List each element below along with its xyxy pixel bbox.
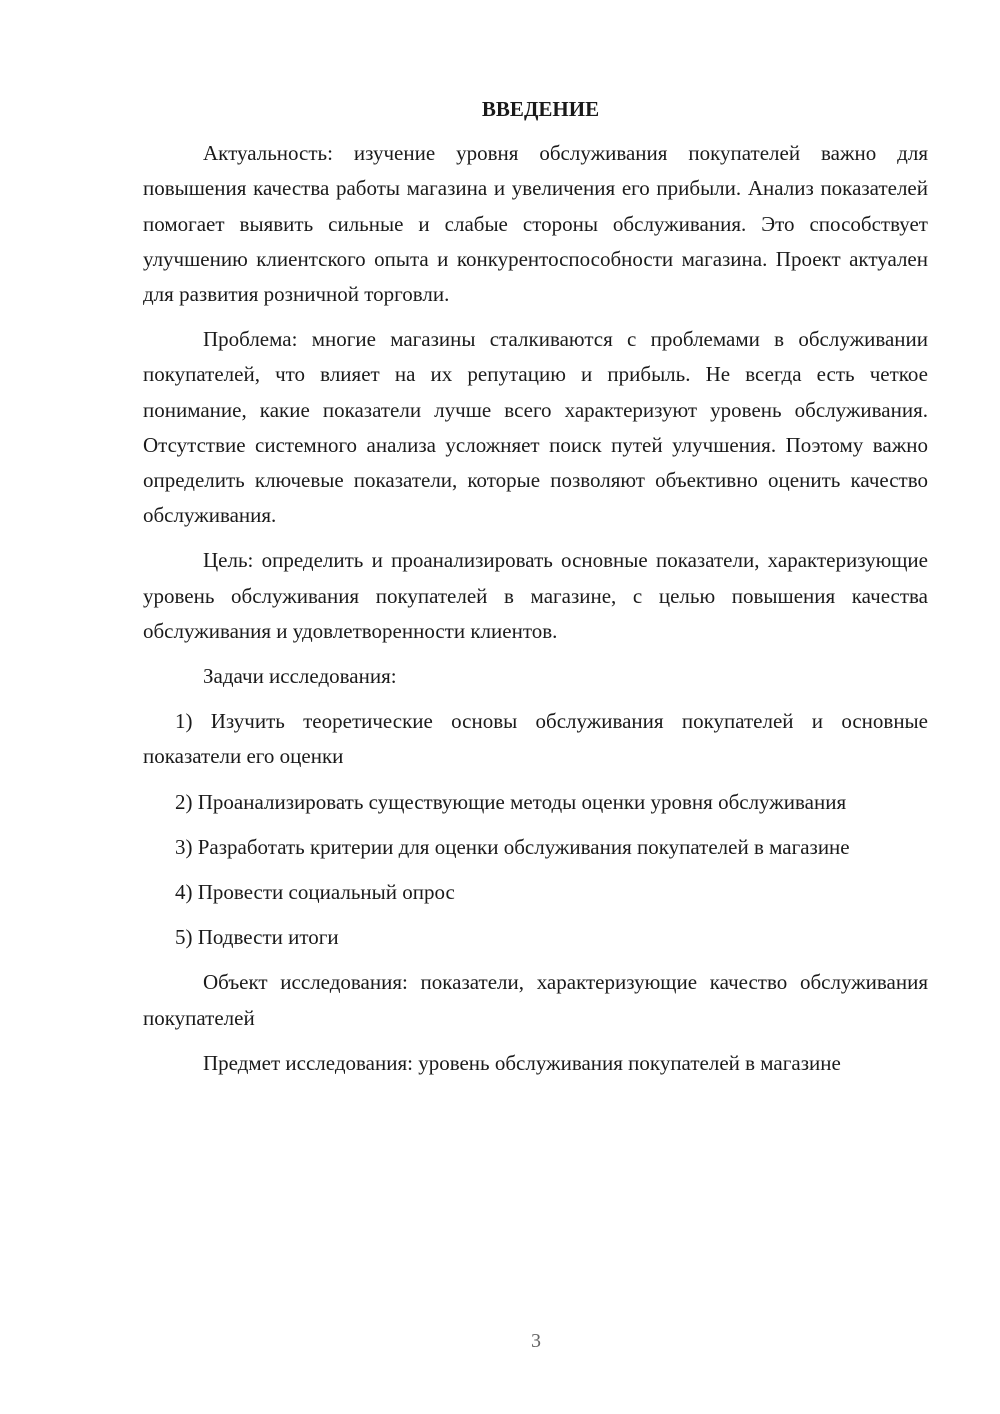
task-item: 2) Проанализировать существующие методы оценки уровня обслуживания <box>175 789 847 814</box>
page-number: 3 <box>531 1330 541 1352</box>
tasks-title: Задачи исследования: <box>203 664 397 689</box>
task-item: 4) Провести социальный опрос <box>175 880 455 905</box>
subject-paragraph: Предмет исследования: уровень обслуживания покупателей в магазине <box>203 1050 841 1075</box>
task-item: 5) Подвести итоги <box>175 925 339 950</box>
document-page <box>143 92 928 1091</box>
task-item: 3) Разработать критерии для оценки обслуживания покупателей в магазине <box>175 834 850 859</box>
object-paragraph: Объект исследования: показатели, характеризующие качество обслуживания покупателей <box>143 970 928 1030</box>
page-title: ВВЕДЕНИЕ <box>481 97 600 121</box>
goal-paragraph: Цель: определить и проанализировать основные показатели, характеризующие уровень обслуживания покупателей в магазине, с целью повышения качества обслуживания и удовлетворенности клиентов. <box>143 548 928 643</box>
relevance-paragraph: Актуальность: изучение уровня обслуживания покупателей важно для повышения качества работы магазина и увеличения его прибыли. Анализ показателей помогает выявить сильные и слабые стороны обслуживания. Это способствует улучшению клиентского опыта и конкурентоспособности магазина. Проект актуален для развития розничной торговли. <box>143 141 928 307</box>
task-item: 1) Изучить теоретические основы обслуживания покупателей и основные показатели его оценки <box>143 709 928 769</box>
problem-paragraph: Проблема: многие магазины сталкиваются с проблемами в обслуживании покупателей, что влияет на их репутацию и прибыль. Не всегда есть четкое понимание, какие показатели лучше всего характеризуют уровень обслуживания. Отсутствие системного анализа усложняет поиск путей улучшения. Поэтому важно определить ключевые показатели, которые позволяют объективно оценить качество обслуживания. <box>143 327 928 528</box>
